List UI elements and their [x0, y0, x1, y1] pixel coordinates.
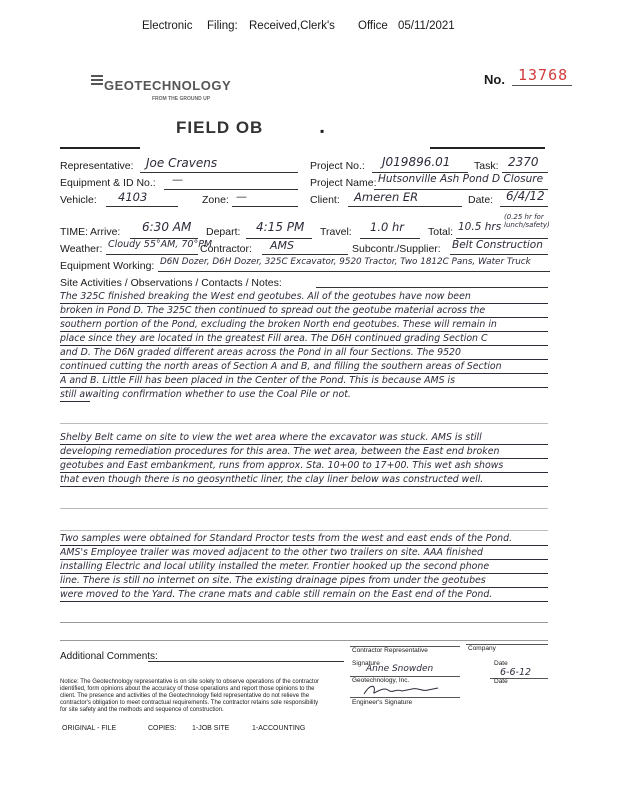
additional-comments-label: Additional Comments:: [60, 651, 158, 662]
arrive-label: Arrive:: [90, 226, 121, 238]
zone-label: Zone:: [202, 194, 229, 206]
signature-value: Anne Snowden: [366, 664, 434, 674]
note-line: geotubes and East embankment, runs from approx. Sta. 10+00 to 17+00. This wet ash shows: [60, 460, 504, 471]
arrive-value: 6:30 AM: [142, 220, 192, 234]
weather-value: Cloudy 55°AM, 70°PM: [108, 239, 213, 250]
client-label: Client:: [310, 194, 340, 206]
notice-line: client. The presence and activities of the Geotechnology field representative do not relieve the: [60, 693, 310, 699]
note-line: Two samples were obtained for Standard Proctor tests from the west and east ends of the Pond.: [60, 533, 513, 544]
travel-value: 1.0 hr: [370, 220, 404, 234]
filing-label: Filing:: [207, 20, 238, 32]
vehicle-value: 4103: [118, 190, 148, 204]
project-no-value: J019896.01: [382, 155, 451, 169]
title-marks: ▪: [320, 124, 325, 138]
representative-value: Joe Cravens: [146, 156, 218, 170]
zone-value: —: [236, 190, 247, 203]
date-value: 6/4/12: [506, 189, 545, 203]
copies-accounting: 1-ACCOUNTING: [252, 725, 306, 732]
notice-line: identified, form opinions about the accuracy of those operations and report those opinions to the: [60, 686, 315, 692]
representative-label: Representative:: [60, 160, 134, 172]
doc-number-label: No.: [484, 72, 505, 87]
project-no-label: Project No.:: [310, 160, 365, 172]
contractor-value: AMS: [270, 239, 294, 252]
time-label: TIME:: [60, 226, 88, 238]
note-line: Shelby Belt came on site to view the wet area where the excavator was stuck. AMS is still: [60, 432, 482, 443]
note-line: line. There is still no internet on site. The existing drainage pipes from under the geotubes: [60, 575, 486, 586]
copies-original: ORIGINAL - FILE: [62, 725, 117, 732]
copies-job-site: 1-JOB SITE: [192, 725, 230, 732]
total-label: Total:: [428, 226, 454, 238]
total-value: 10.5 hrs: [458, 221, 502, 233]
total-note: (0.25 hr for lunch/safety): [504, 213, 550, 229]
note-line: were moved to the Yard. The crane mats and cable still remain on the East end of the Pond.: [60, 589, 493, 600]
note-line: that even though there is no geosynthetic liner, the clay liner below was constructed well.: [60, 474, 484, 485]
note-line: developing remediation procedures for this area. The wet area, between the East end broken: [60, 446, 500, 457]
geotech-inc-label: Geotechnology, Inc.: [352, 677, 410, 684]
note-line: and D. The D6N graded different areas across the Pond in all four Sections. The 9520: [60, 347, 461, 358]
project-name-label: Project Name:: [310, 177, 377, 189]
subcontr-label: Subcontr./Supplier:: [352, 243, 441, 255]
sig-date-value: 6-6-12: [500, 667, 532, 678]
logo-name: GEOTECHNOLOGY: [104, 78, 232, 93]
copies-label: COPIES:: [148, 725, 177, 732]
notice-line: contractor's obligation to meet contractual requirements. The contractor retains sole responsibility: [60, 700, 319, 706]
engineer-signature-scribble-icon: [362, 682, 442, 698]
note-line: continued cutting the north areas of Section A and B, and filling the southern areas of Section: [60, 361, 502, 372]
equipment-working-label: Equipment Working:: [60, 260, 155, 272]
doc-number-value: 13768: [518, 66, 569, 84]
notice-line: Notice: The Geotechnology representative is on site solely to observe operations of the contractor: [60, 679, 320, 685]
depart-value: 4:15 PM: [256, 220, 305, 234]
equipment-working-value: D6N Dozer, D6H Dozer, 325C Excavator, 9520 Tractor, Two 1812C Pans, Water Truck: [160, 257, 531, 267]
weather-label: Weather:: [60, 243, 103, 255]
depart-label: Depart:: [206, 226, 241, 238]
project-name-value: Hutsonville Ash Pond D Closure: [378, 173, 544, 185]
date-label-2: Date: [494, 678, 508, 685]
note-line: A and B. Little Fill has been placed in the Center of the Pond. This is because AMS is: [60, 375, 456, 386]
site-activities-label: Site Activities / Observations / Contacts / Notes:: [60, 277, 282, 289]
filing-electronic: Electronic: [142, 20, 193, 32]
note-line: broken in Pond D. The 325C then continued to spread out the geotube material across the: [60, 305, 486, 316]
sig-date-label: Date: [494, 660, 508, 667]
form-title: FIELD OB: [176, 118, 264, 137]
date-label: Date:: [468, 194, 494, 206]
engineer-signature-label: Engineer's Signature: [352, 699, 413, 706]
travel-label: Travel:: [320, 226, 352, 238]
subcontr-value: Belt Construction: [452, 239, 543, 251]
equipment-label: Equipment & ID No.:: [60, 177, 156, 189]
note-line: AMS's Employee trailer was moved adjacent to the other two trailers on site. AAA finished: [60, 547, 484, 558]
contractor-label: Contractor:: [200, 243, 252, 255]
filing-date: 05/11/2021: [398, 20, 455, 32]
notice-line: for site safety and the methods and sequence of construction.: [60, 707, 224, 713]
filing-office: Office: [358, 20, 388, 32]
contractor-rep-label: Contractor Representative: [352, 647, 428, 654]
signature-label: Signature: [352, 660, 380, 667]
note-line: installing Electric and local utility installed the meter. Frontier hooked up the second phone: [60, 561, 490, 572]
logo-mark-icon: [90, 74, 104, 88]
note-line: The 325C finished breaking the West end geotubes. All of the geotubes have now been: [60, 291, 471, 302]
note-line: place since they are located in the greatest Fill area. The D6H continued grading Section C: [60, 333, 488, 344]
note-line: still awaiting confirmation whether to use the Coal Pile or not.: [60, 389, 351, 400]
company-label: Company: [468, 645, 496, 652]
filing-received: Received,Clerk's: [249, 20, 335, 32]
vehicle-label: Vehicle:: [60, 194, 97, 206]
task-value: 2370: [508, 155, 539, 169]
client-value: Ameren ER: [354, 190, 419, 204]
equipment-value: —: [172, 173, 183, 186]
task-label: Task:: [474, 160, 499, 172]
logo-tagline: FROM THE GROUND UP: [152, 96, 211, 102]
company-logo: [90, 72, 250, 112]
note-line: southern portion of the Pond, excluding the broken North end geotubes. These will remain in: [60, 319, 497, 330]
